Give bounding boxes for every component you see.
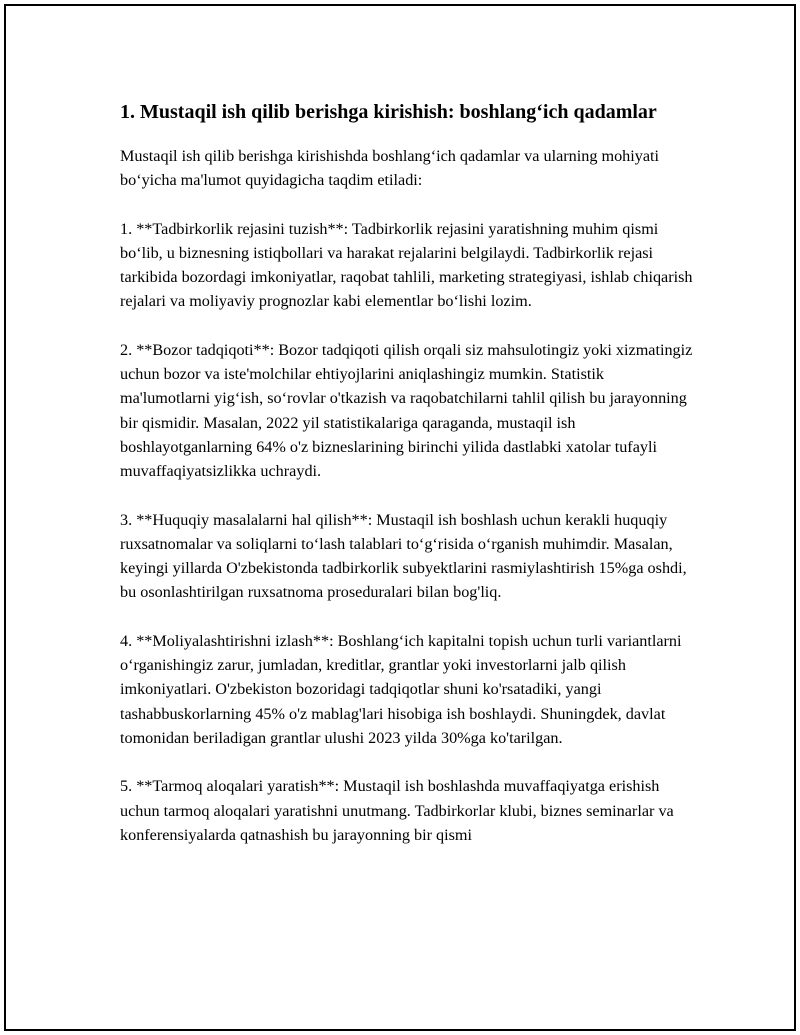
document-title: 1. Mustaqil ish qilib berishga kirishish: boshlang‘ich qadamlar (120, 101, 657, 123)
paragraph-networking: 5. **Tarmoq aloqalari yaratish**: Mustaqil ish boshlashda muvaffaqiyatga erishish uchun tarmoq aloqalari yaratishni unutmang. Tadbirkorlar klubi, biznes seminarlar va konferensiyalarda qatnashish bu jarayonning bir qismi (120, 777, 674, 844)
page-frame (4, 4, 796, 1031)
paragraph-market-research: 2. **Bozor tadqiqoti**: Bozor tadqiqoti qilish orqali siz mahsulotingiz yoki xizmatingiz uchun bozor va iste'molchilar ehtiyojlarini aniqlashingiz mumkin. Statistik ma'lumotlarni yig‘ish, so‘rovlar o'tkazish va raqobatchilarni tahlil qilish bu jarayonning bir qismidir. Masalan, 2022 yil statistikalariga qaraganda, mustaqil ish boshlayotganlarning 64% o'z bizneslarining birinchi yilida dastlabki xatolar tufayli muvaffaqiyatsizlikka uchraydi. (120, 340, 693, 481)
intro-paragraph: Mustaqil ish qilib berishga kirishishda boshlang‘ich qadamlar va ularning mohiyati bo‘yicha ma'lumot quyidagicha taqdim etiladi: (120, 147, 660, 190)
paragraph-business-plan: 1. **Tadbirkorlik rejasini tuzish**: Tadbirkorlik rejasini yaratishning muhim qismi bo‘lib, u biznesning istiqbollari va harakat rejalarini belgilaydi. Tadbirkorlik rejasi tarkibida bozordagi imkoniyatlar, raqobat tahlili, marketing strategiyasi, ishlab chiqarish rejalari va moliyaviy prognozlar kabi elementlar bo‘lishi lozim. (120, 219, 693, 311)
document-body (120, 98, 698, 871)
paragraph-legal-issues: 3. **Huquqiy masalalarni hal qilish**: Mustaqil ish boshlash uchun kerakli huquqiy ruxsatnomalar va soliqlarni to‘lash talablari to‘g‘risida o‘rganish muhimdir. Masalan, keyingi yillarda O'zbekistonda tadbirkorlik subyektlarini rasmiylashtirish 15%ga oshdi, bu osonlashtirilgan ruxsatnoma proseduralari bilan bog'liq. (120, 510, 687, 602)
paragraph-financing: 4. **Moliyalashtirishni izlash**: Boshlang‘ich kapitalni topish uchun turli variantlarni o‘rganishingiz zarur, jumladan, kreditlar, grantlar yoki investorlarni jalb qilish imkoniyatlari. O'zbekiston bozoridagi tadqiqotlar shuni ko'rsatadiki, yangi tashabbuskorlarning 45% o'z mablag'lari hisobiga ish boshlaydi. Shuningdek, davlat tomonidan beriladigan grantlar ulushi 2023 yilda 30%ga ko'tarilgan. (120, 631, 682, 747)
